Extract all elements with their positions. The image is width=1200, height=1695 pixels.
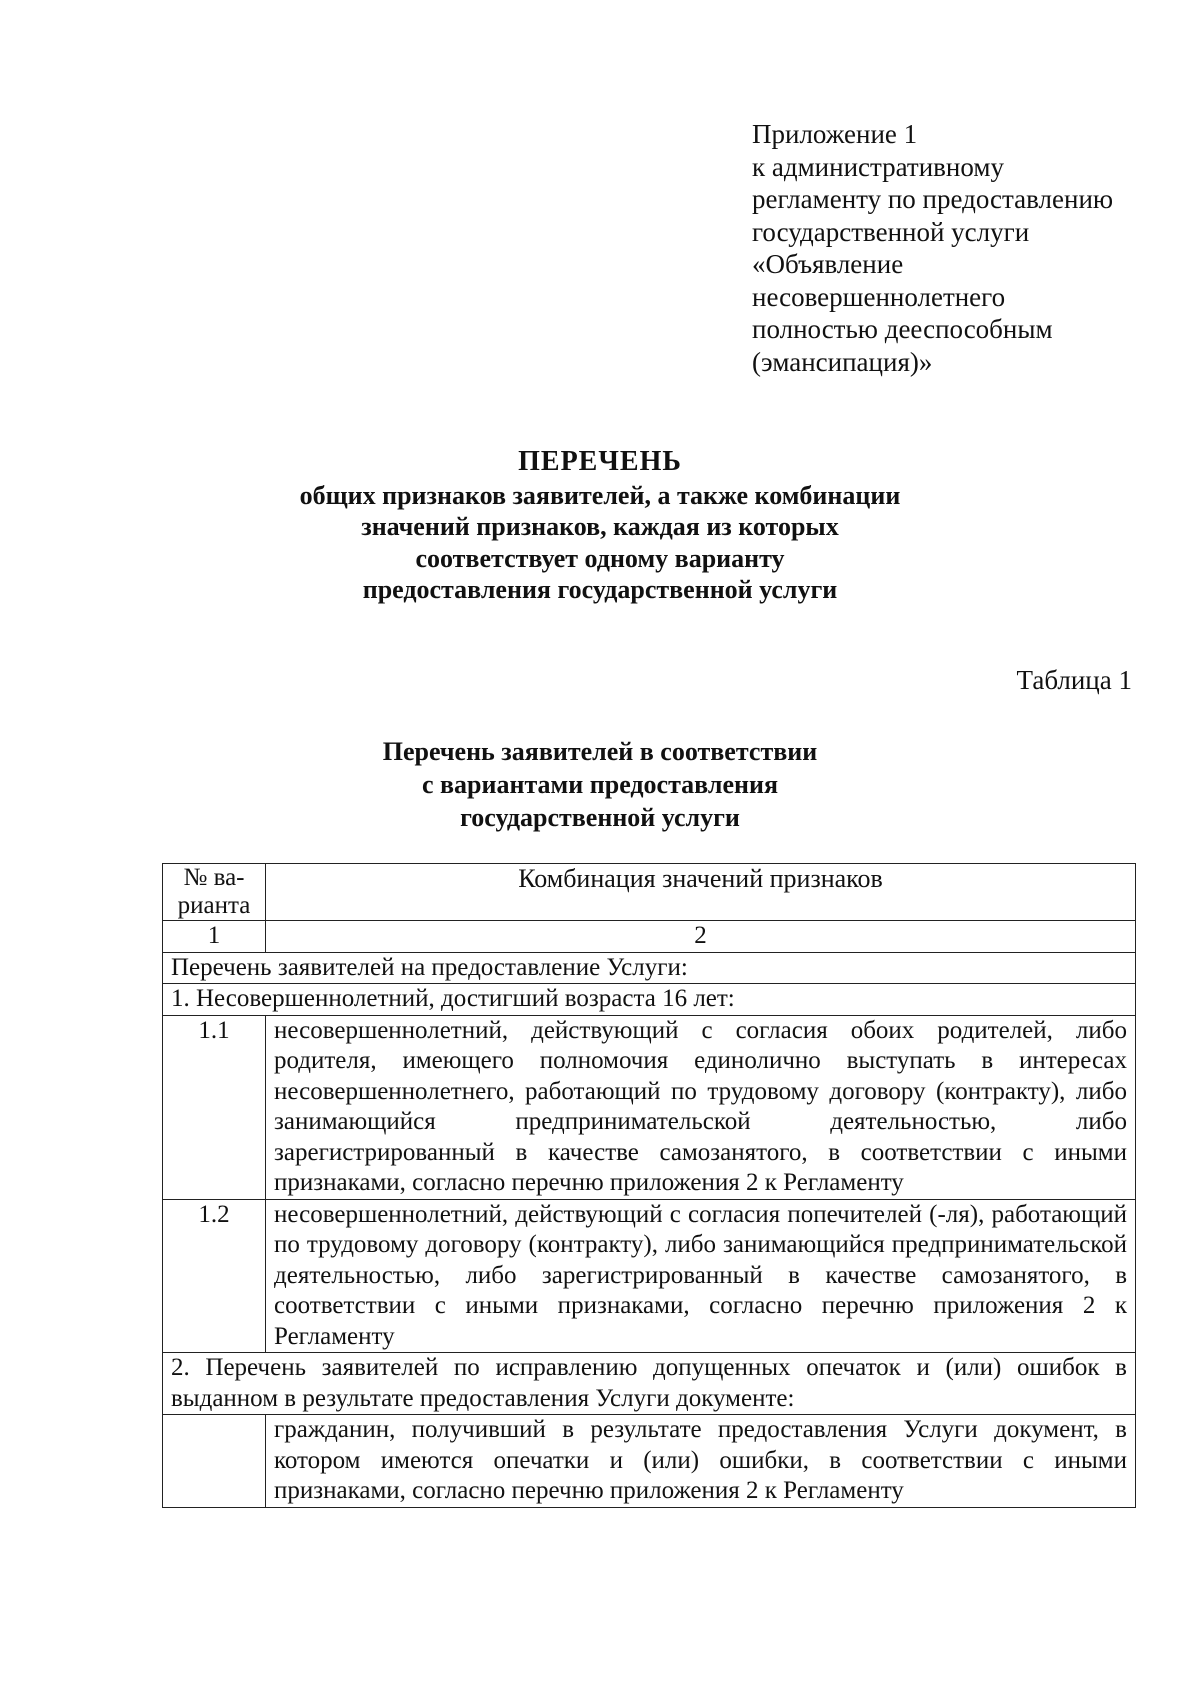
title-main: ПЕРЕЧЕНЬ <box>518 446 682 477</box>
table-title <box>150 735 1050 834</box>
applicants-table <box>162 863 1136 1508</box>
column-number-1: 1 <box>163 921 266 953</box>
annex-line: регламенту по предоставлению <box>752 184 1114 214</box>
row-number <box>163 1415 266 1508</box>
table-title-line: с вариантами предоставления <box>421 770 779 799</box>
column-number-2: 2 <box>266 921 1136 953</box>
section-header-row <box>163 1353 1136 1415</box>
section-header-row <box>163 984 1136 1016</box>
section1-title: 1. Несовершеннолетний, достигший возраста 16 лет: <box>163 984 1136 1016</box>
document-title <box>200 446 1000 606</box>
annex-line: государственной услуги <box>752 216 1030 247</box>
row-number: 1.1 <box>163 1015 266 1199</box>
group1-title: Перечень заявителей на предоставление Услуги: <box>163 952 1136 984</box>
table-header-row <box>163 864 1136 921</box>
column-number-row <box>163 921 1136 953</box>
table-title-line: государственной услуги <box>460 803 740 832</box>
table-label: Таблица 1 <box>1016 665 1132 695</box>
annex-line: Приложение 1 <box>752 119 918 149</box>
annex-line: несовершеннолетнего <box>752 281 1006 312</box>
annex-line: полностью дееспособным <box>752 314 1053 344</box>
row-text: несовершеннолетний, действующий с согласия обоих родителей, либо родителя, имеющего полномочия единолично выступать в интересах несовершеннолетнего, работающий по трудовому договору (контракту), либо занимающийся предпринимательской деятельностью, либо зарегистрированный в качестве самозанятого, в соответствии с иными признаками, согласно перечню приложения 2 к Регламенту <box>266 1015 1136 1199</box>
annex-line: (эмансипация)» <box>752 346 933 377</box>
annex-line: к административному <box>752 151 1004 182</box>
annex-reference <box>752 118 1172 378</box>
section2-title: 2. Перечень заявителей по исправлению допущенных опечаток и (или) ошибок в выданном в результате предоставления Услуги документе: <box>163 1353 1136 1415</box>
title-line: общих признаков заявителей, а также комбинации <box>299 480 901 510</box>
title-line: значений признаков, каждая из которых <box>361 512 839 541</box>
header-variant-number <box>163 864 266 921</box>
header-combination: Комбинация значений признаков <box>266 864 1136 921</box>
title-line: предоставления государственной услуги <box>362 575 838 604</box>
group-header-row <box>163 952 1136 984</box>
table-title-line: Перечень заявителей в соответствии <box>382 737 818 766</box>
title-line: соответствует одному варианту <box>415 543 785 573</box>
table-row <box>163 1199 1136 1353</box>
annex-line: «Объявление <box>752 249 904 279</box>
table-row <box>163 1415 1136 1508</box>
table-row <box>163 1015 1136 1199</box>
row-text: гражданин, получивший в результате предоставления Услуги документ, в котором имеются опечатки и (или) ошибки, в соответствии с иными признаками, согласно перечню приложения 2 к Регламенту <box>266 1415 1136 1508</box>
header-variant-number-text: № ва- рианта <box>177 864 251 919</box>
row-text: несовершеннолетний, действующий с согласия попечителей (-ля), работающий по трудовому договору (контракту), либо занимающийся предпринимательской деятельностью, либо зарегистрированный в качестве самозанятого, в соответствии с иными признаками, согласно перечню приложения 2 к Регламенту <box>266 1199 1136 1353</box>
row-number: 1.2 <box>163 1199 266 1353</box>
